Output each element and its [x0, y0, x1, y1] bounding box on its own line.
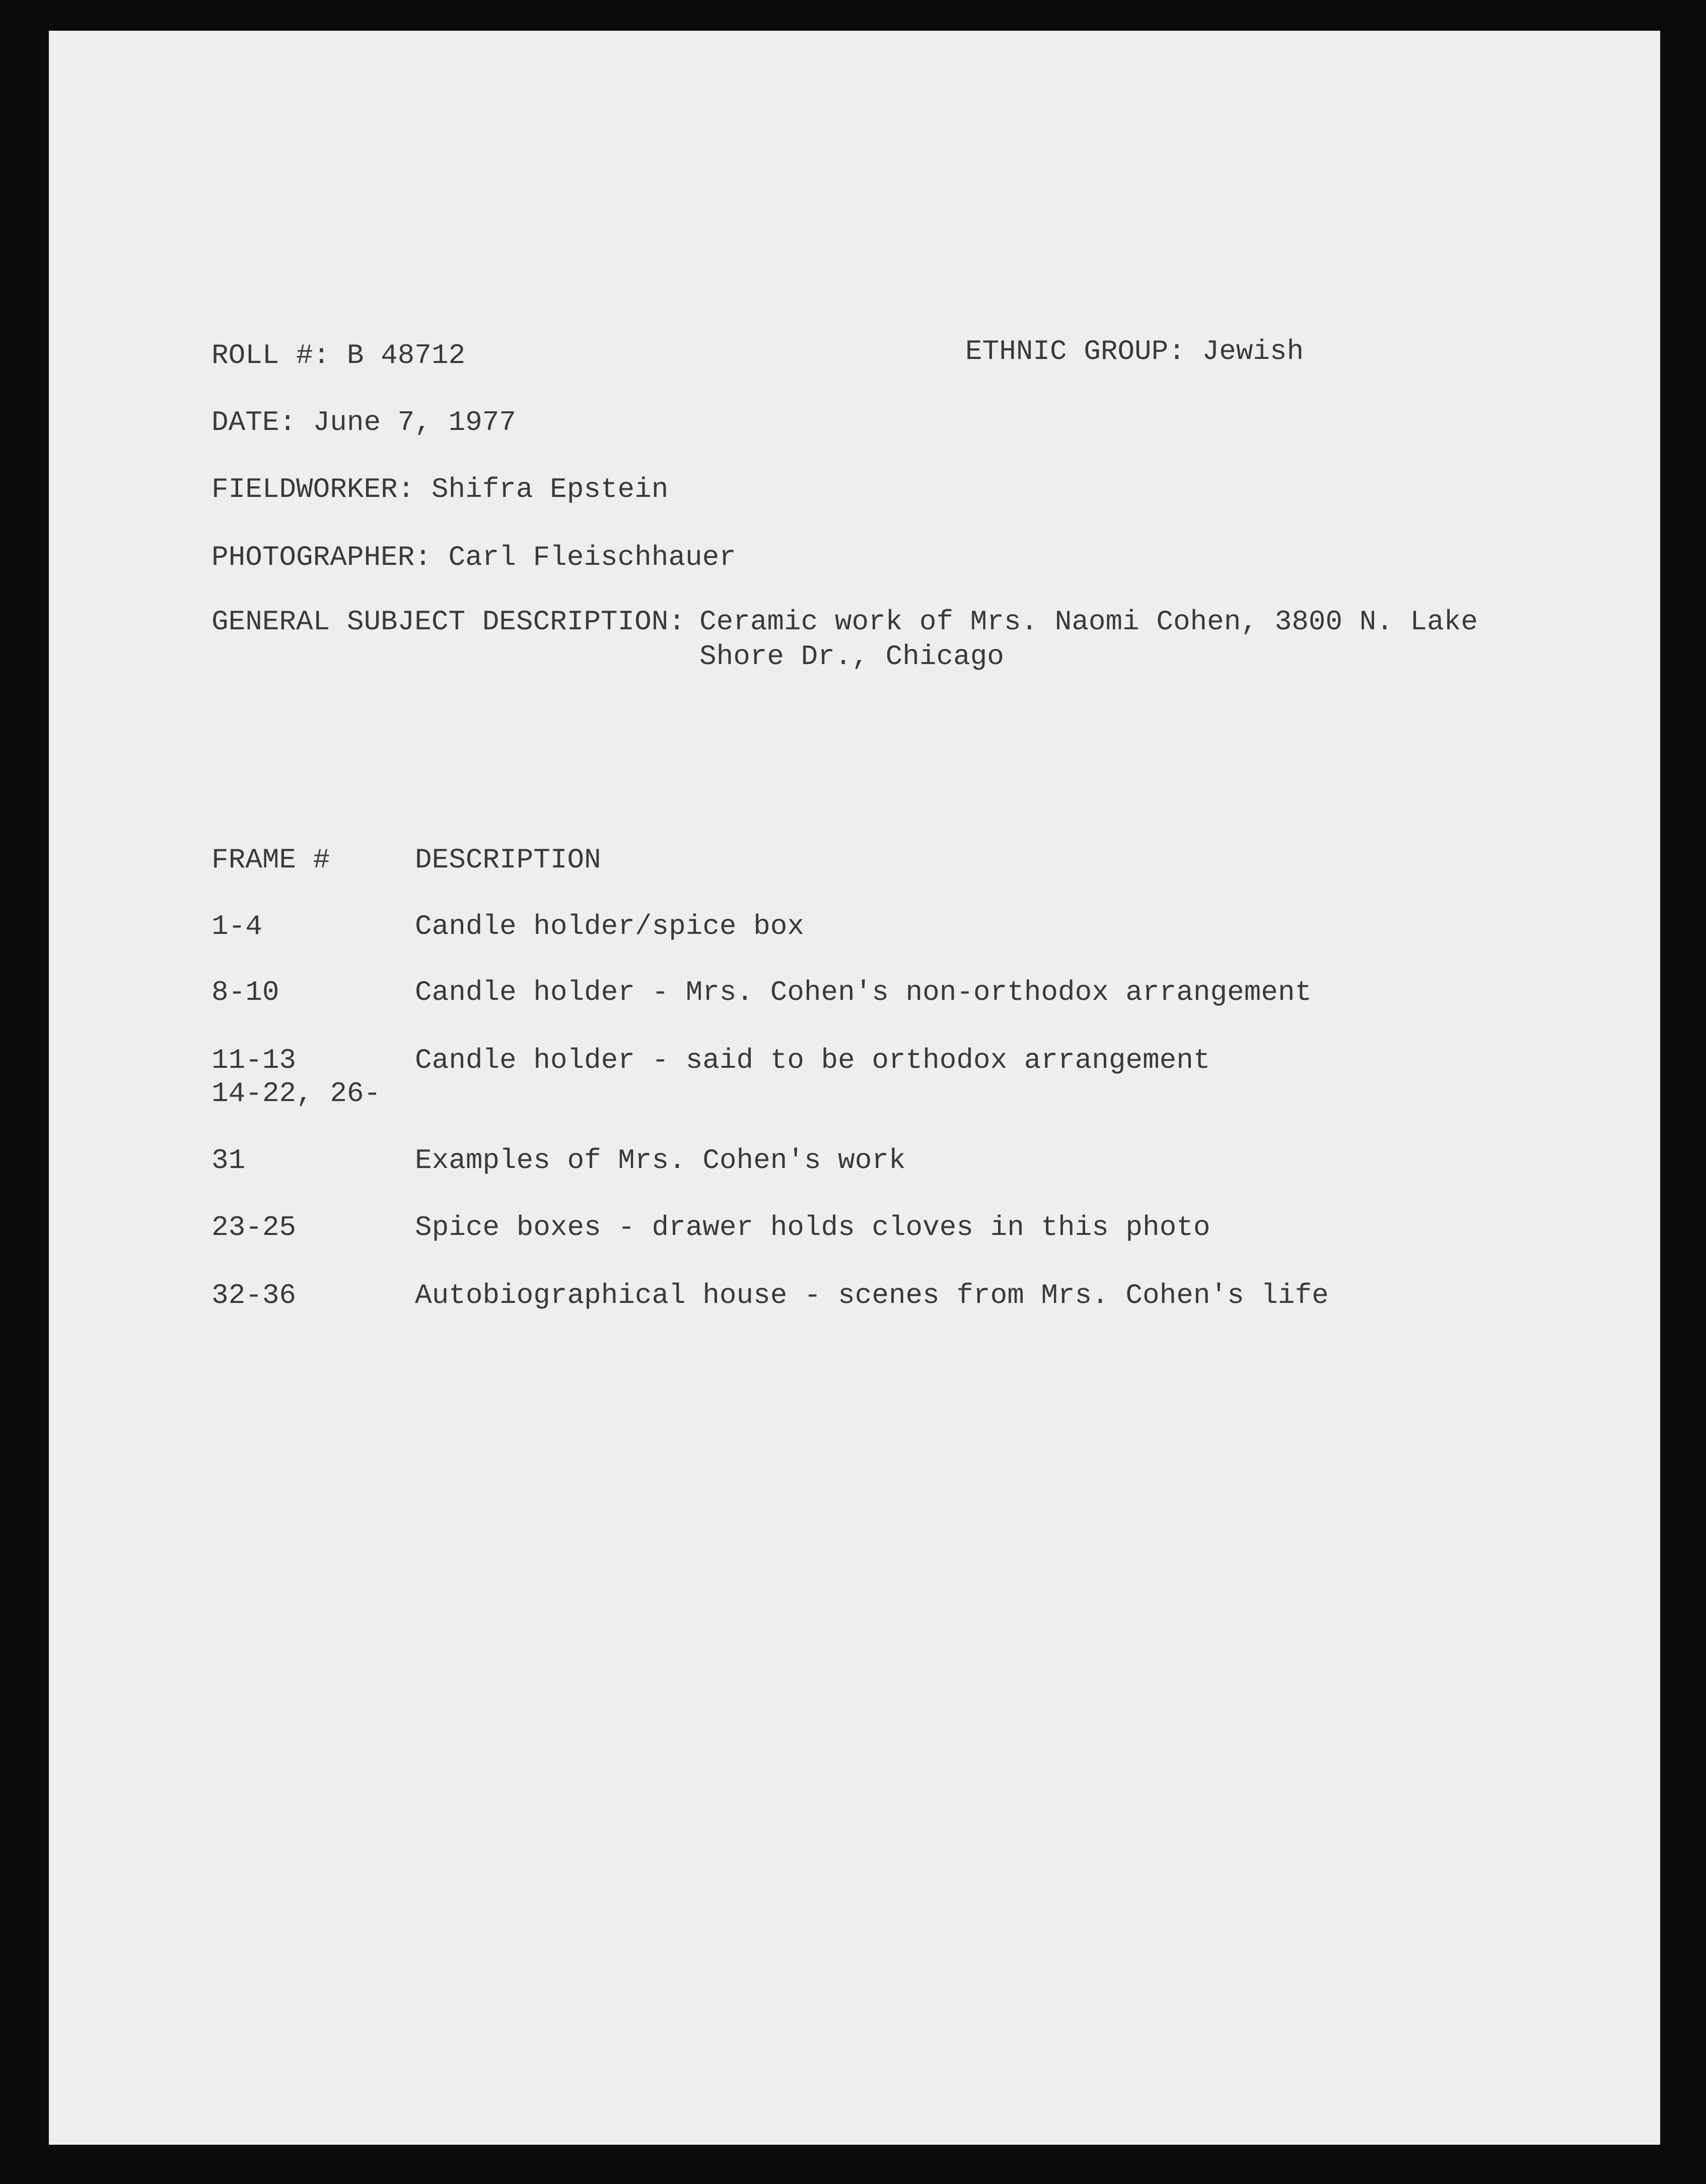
column-header-description: DESCRIPTION: [415, 844, 601, 876]
subject-line-2: Shore Dr., Chicago: [699, 640, 1004, 673]
fieldworker-label: FIELDWORKER:: [211, 473, 415, 505]
description-cell: Autobiographical house - scenes from Mrs. Cohen's life: [415, 1279, 1329, 1312]
fieldworker-value: Shifra Epstein: [431, 473, 669, 505]
roll-value: B 48712: [346, 339, 466, 372]
description-cell: Spice boxes - drawer holds cloves in this photo: [415, 1211, 1211, 1244]
roll-label: ROLL #:: [211, 339, 330, 372]
photographer-value: Carl Fleischhauer: [448, 541, 736, 573]
date-label: DATE:: [211, 406, 297, 439]
column-header-frame: FRAME #: [211, 844, 330, 876]
frame-cell: 1-4: [211, 910, 262, 942]
ethnic-group-label: ETHNIC GROUP:: [965, 335, 1185, 368]
subject-line-1: Ceramic work of Mrs. Naomi Cohen, 3800 N. Lake: [699, 606, 1478, 638]
photographer-label: PHOTOGRAPHER:: [211, 541, 432, 573]
frame-cell: 23-25: [211, 1211, 297, 1244]
date-value: June 7, 1977: [313, 406, 516, 439]
frame-cell: 11-13: [211, 1044, 297, 1076]
roll-field: [211, 338, 465, 373]
frame-cell-continued: 31: [211, 1144, 246, 1177]
date-field: [211, 405, 516, 440]
frame-cell: 8-10: [211, 976, 279, 1008]
description-cell: Candle holder - said to be orthodox arrangement: [415, 1044, 1211, 1076]
fieldworker-field: [211, 472, 668, 506]
description-cell: Candle holder/spice box: [415, 910, 804, 942]
ethnic-group-field: [965, 334, 1304, 369]
frame-cell: 14-22, 26-: [211, 1077, 381, 1110]
photographer-field: [211, 540, 736, 574]
subject-label: GENERAL SUBJECT DESCRIPTION:: [211, 606, 685, 638]
ethnic-group-value: Jewish: [1202, 335, 1304, 368]
description-cell: Candle holder - Mrs. Cohen's non-orthodox arrangement: [415, 976, 1312, 1008]
description-cell: Examples of Mrs. Cohen's work: [415, 1144, 906, 1177]
frame-cell: 32-36: [211, 1279, 297, 1312]
